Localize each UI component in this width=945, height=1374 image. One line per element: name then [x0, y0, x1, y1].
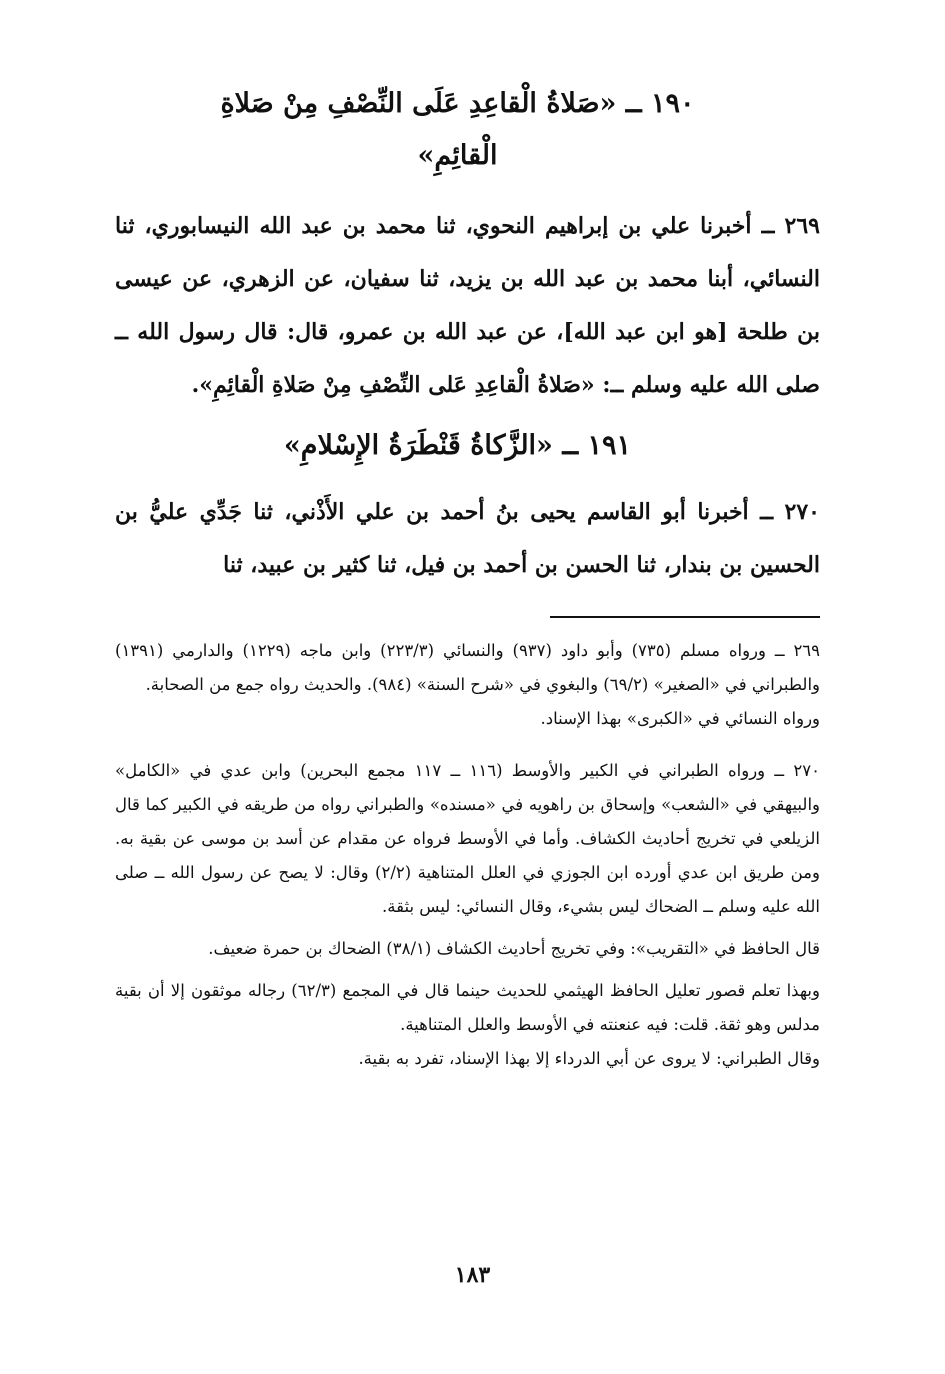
chapter-190-heading-line1: ١٩٠ ــ «صَلاةُ الْقاعِدِ عَلَى النِّصْفِ مِنْ صَلاةِ: [220, 88, 695, 119]
chapter-190-heading-line2: الْقائِمِ»: [417, 140, 498, 171]
hadith-269-number: ٢٦٩ ــ: [761, 213, 820, 239]
hadith-269: [115, 200, 820, 412]
footnote-270-taqrib: قال الحافظ في «التقريب»: وفي تخريج أحاديث الكشاف (٣٨/١) الضحاك بن حمرة ضعيف.: [208, 939, 820, 958]
page-number: ١٨٣: [454, 1262, 491, 1288]
footnote-270-haythami: وبهذا تعلم قصور تعليل الحافظ الهيثمي للحديث حينما قال في المجمع (٦٢/٣) رجاله موثقون إلا أن بقية مدلس وهو ثقة. قلت: فيه عنعنته في الأوسط والعلل المتناهية.: [115, 981, 820, 1034]
footnote-269-extra: ورواه النسائي في «الكبرى» بهذا الإسناد.: [540, 709, 820, 728]
hadith-270-number: ٢٧٠ ــ: [760, 499, 820, 525]
chapter-190-heading: [115, 78, 820, 182]
footnote-270-main: ٢٧٠ ــ ورواه الطبراني في الكبير والأوسط (١١٦ ــ ١١٧ مجمع البحرين) وابن عدي في «الكامل» والبيهقي في «الشعب» وإسحاق بن راهويه في «مسنده» والطبراني رواه من طريقه في الكبير كما قال الزيلعي في تخريج أحاديث الكشاف. وأما في الأوسط فرواه عن مقدام عن أسد بن موسى عن بقية به. ومن طريق ابن عدي أورده ابن الجوزي في العلل المتناهية (٢/٢) وقال: لا يصح عن رسول الله ــ صلى الله عليه وسلم ــ الضحاك ليس بشيء، وقال النسائي: ليس بثقة.: [115, 761, 820, 916]
hadith-270-text: أخبرنا أبو القاسم يحيى بنُ أحمد بن علي الأَذْني، ثنا جَدِّي عليُّ بن الحسين بن بندار، ثنا الحسن بن أحمد بن فيل، ثنا كثير بن عبيد، ثنا: [115, 499, 820, 578]
book-page: [115, 78, 820, 1318]
footnote-separator: [550, 616, 820, 618]
footnote-269-main: ٢٦٩ ــ ورواه مسلم (٧٣٥) وأبو داود (٩٣٧) والنسائي (٢٢٣/٣) وابن ماجه (١٢٢٩) والدارمي (١٣٩١) والطبراني في «الصغير» (٦٩/٢) والبغوي في «شرح السنة» (٩٨٤). والحديث رواه جمع من الصحابة.: [115, 641, 821, 694]
footnote-270-tabarani: وقال الطبراني: لا يروى عن أبي الدرداء إلا بهذا الإسناد، تفرد به بقية.: [358, 1049, 820, 1068]
hadith-269-text: أخبرنا علي بن إبراهيم النحوي، ثنا محمد بن عبد الله النيسابوري، ثنا النسائي، أبنا محمد بن عبد الله بن يزيد، ثنا سفيان، عن الزهري، عن عيسى بن طلحة [هو ابن عبد الله]، عن عبد الله بن عمرو، قال: قال رسول الله ــ صلى الله عليه وسلم ــ: «صَلاةُ الْقاعِدِ عَلى النِّصْفِ مِنْ صَلاةِ الْقائِمِ».: [115, 213, 820, 398]
hadith-270: [115, 486, 820, 592]
chapter-191-heading: ١٩١ ــ «الزَّكاةُ قَنْطَرَةُ الإِسْلامِ»: [283, 430, 632, 461]
